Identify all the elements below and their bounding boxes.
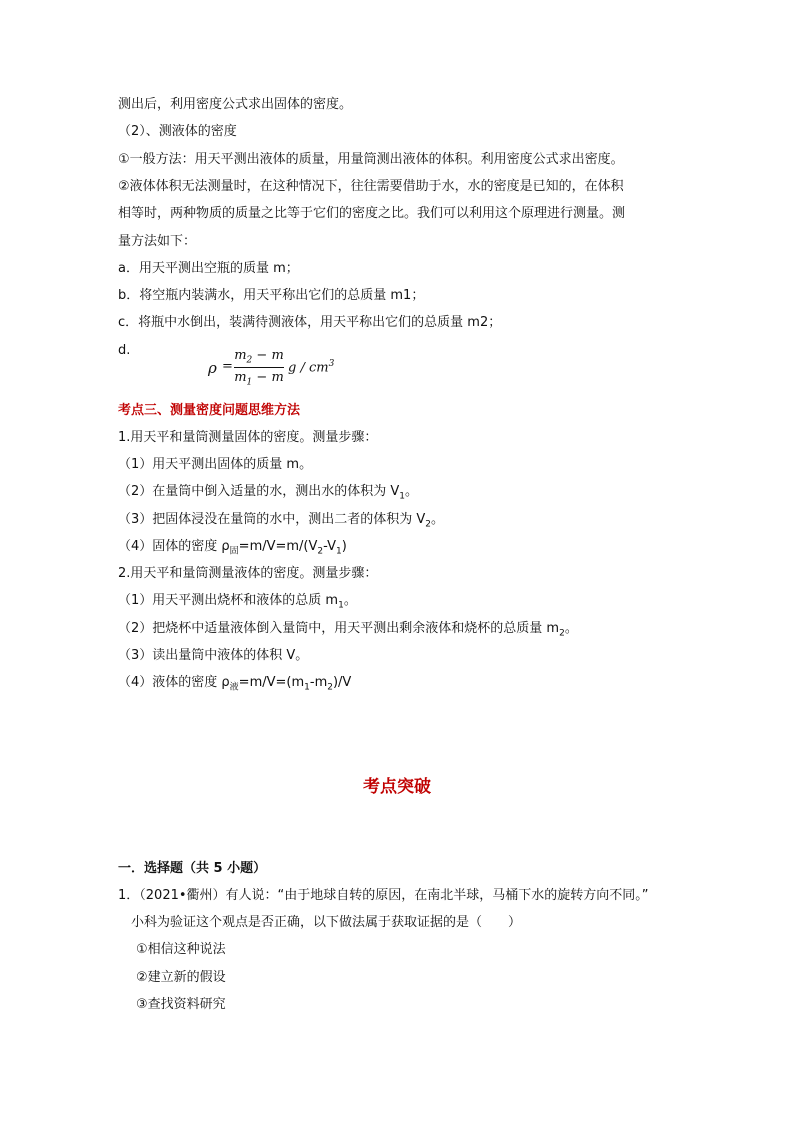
formula-denominator: $m_1 - m$ [234,370,284,388]
liquid-step-4: （4）液体的密度 $\rho_液=m/V=(m_1-m_2)/V$ [118,675,352,693]
formula-unit: g / $cm^3$ [288,359,335,376]
question-1-line-1: 1．（2021•衢州）有人说：“由于地球自转的原因，在南北半球，马桶下水的旋转方向不同。” [118,888,649,903]
liquid-step-2: （2）把烧杯中适量液体倒入量筒中，用天平测出剩余液体和烧杯的总质量 $m_2$。 [118,621,578,639]
solid-step-4: （4）固体的密度 $\rho_固=m/V=m/(V_2-V_1)$ [118,539,347,557]
liquid-title: 2.用天平和量筒测量液体的密度。测量步骤： [118,566,378,581]
intro-line-4: ②液体体积无法测量时，在这种情况下，往往需要借助于水，水的密度是已知的，在体积 [118,179,624,194]
intro-line-2: （2）、测液体的密度 [118,124,237,139]
question-1-line-2: 小科为验证这个观点是否正确，以下做法属于获取证据的是（ ） [131,915,522,930]
formula-rho: ρ [208,359,217,377]
choice-section-title: 一．选择题（共 5 小题） [118,861,267,876]
step-b: b．将空瓶内装满水，用天平称出它们的总质量 m1； [118,288,425,303]
intro-line-1: 测出后，利用密度公式求出固体的密度。 [118,97,353,112]
liquid-step-1: （1）用天平测出烧杯和液体的总质 $m_1$。 [118,593,357,611]
question-1-option-2: ②建立新的假设 [136,970,226,985]
solid-title: 1.用天平和量筒测量固体的密度。测量步骤： [118,430,378,445]
density-formula [208,348,348,392]
intro-line-5: 相等时，两种物质的质量之比等于它们的密度之比。我们可以利用这个原理进行测量。测 [118,206,626,221]
solid-step-3: （3）把固体浸没在量筒的水中，测出二者的体积为 $V_2$。 [118,512,445,530]
formula-numerator: $m_2 - m$ [234,348,284,366]
step-d: d. [118,343,131,358]
formula-equals: = [222,359,233,374]
question-1-option-1: ①相信这种说法 [136,942,226,957]
intro-line-6: 量方法如下： [118,234,197,249]
question-1-option-3: ③查找资料研究 [136,997,226,1012]
breakthrough-title: 考点突破 [363,777,431,797]
step-a: a．用天平测出空瓶的质量 m； [118,261,299,276]
section3-heading: 考点三、测量密度问题思维方法 [118,403,301,418]
step-c: c．将瓶中水倒出，装满待测液体，用天平称出它们的总质量 m2； [118,315,502,330]
solid-step-1: （1）用天平测出固体的质量 m。 [118,457,313,472]
solid-step-2: （2）在量筒中倒入适量的水，测出水的体积为 $V_1$。 [118,484,419,502]
liquid-step-3: （3）读出量筒中液体的体积 V。 [118,648,309,663]
intro-line-3: ①一般方法：用天平测出液体的质量，用量筒测出液体的体积。利用密度公式求出密度。 [118,152,624,167]
formula-fraction-bar [234,367,284,368]
